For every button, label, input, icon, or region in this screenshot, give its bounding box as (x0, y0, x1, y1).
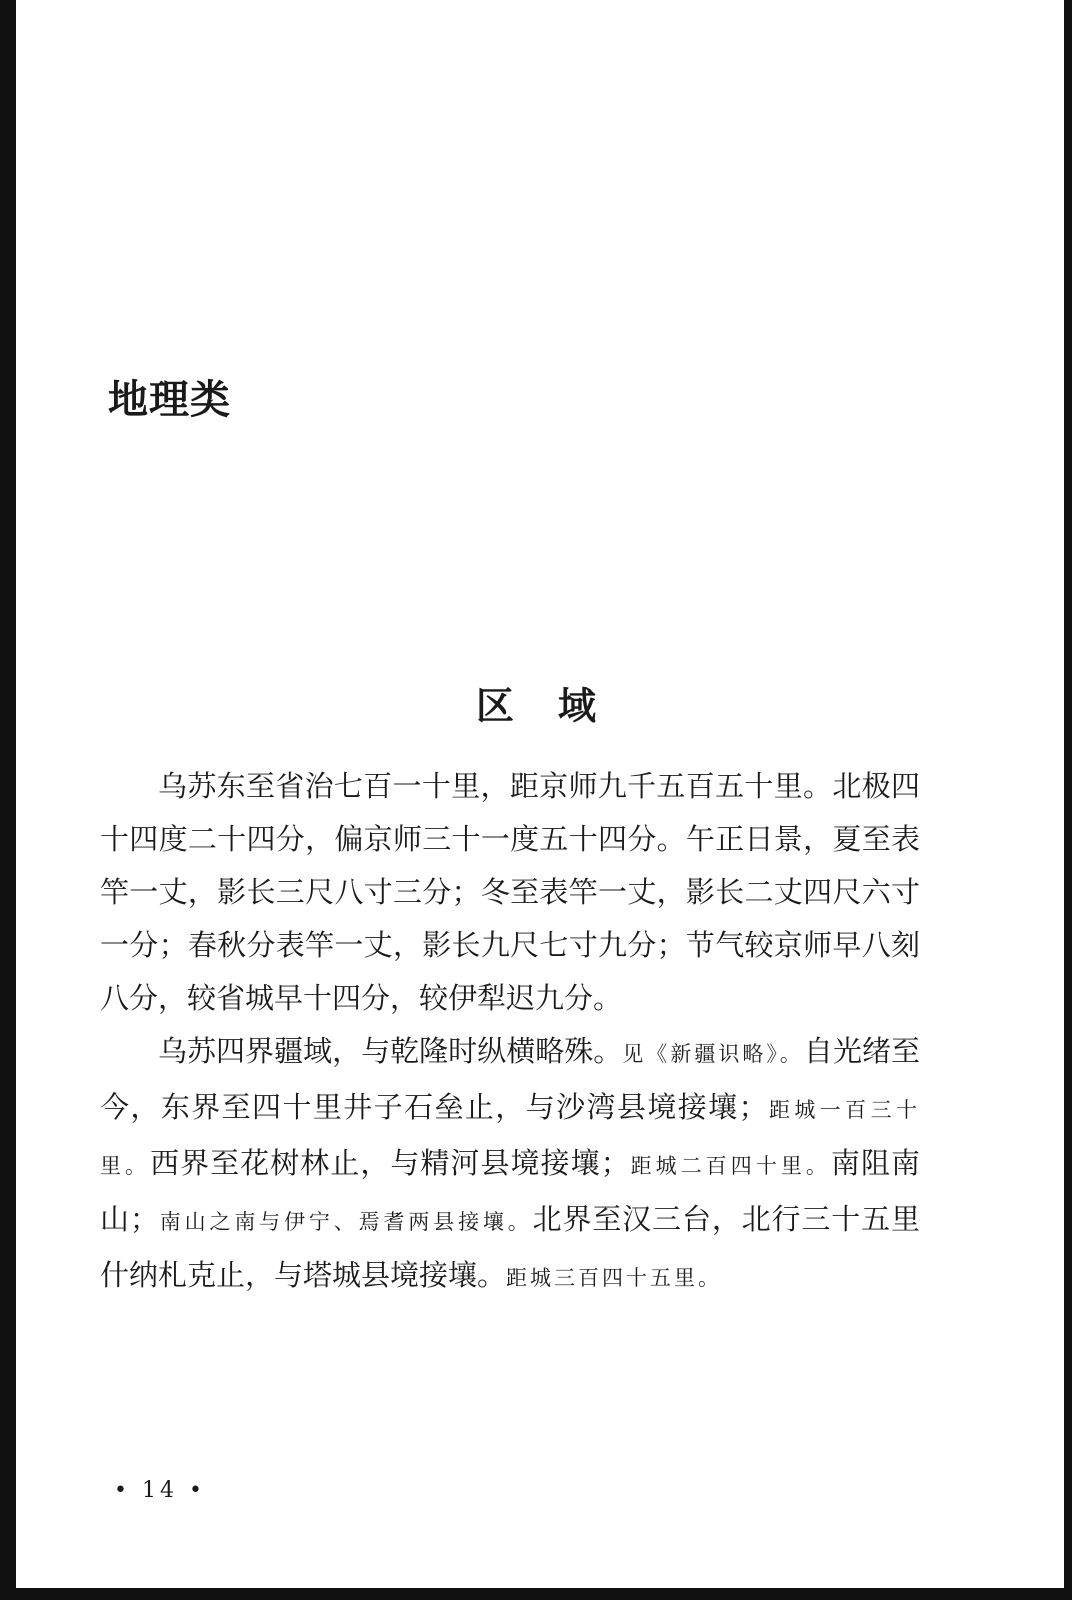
paragraph-2-segment-4: 南阻南山； (100, 1146, 920, 1236)
scan-edge-right (1064, 0, 1072, 1600)
page-number: • 14 • (114, 1478, 206, 1503)
paragraph-1 (100, 760, 920, 1025)
paragraph-2-annotation-4: 南山之南与伊宁、焉耆两县接壤。 (158, 1210, 533, 1234)
paragraph-2-segment-2: 自光绪至今，东界至四十里井子石垒止，与沙湾县境接壤； (100, 1034, 920, 1124)
article-title-char-2: 域 (558, 684, 597, 728)
paragraph-2-annotation-2: 距城一百三十里。 (100, 1098, 920, 1178)
paragraph-2-annotation-1: 见《新疆识略》。 (622, 1042, 804, 1066)
paragraph-2-segment-3: 西界至花树林止，与精河县境接壤； (150, 1146, 630, 1180)
article-body (100, 760, 920, 1305)
paragraph-2 (100, 1025, 920, 1305)
paragraph-2-annotation-5: 距城三百四十五里。 (506, 1266, 723, 1290)
scan-edge-left (0, 0, 16, 1600)
section-title: 地理类 (108, 377, 231, 423)
paragraph-2-segment-1: 乌苏四界疆域，与乾隆时纵横略殊。 (158, 1034, 623, 1068)
paragraph-1-text: 乌苏东至省治七百一十里，距京师九千五百五十里。北极四十四度二十四分，偏京师三十一度五十四分。午正日景，夏至表竿一丈，影长三尺八寸三分；冬至表竿一丈，影长二丈四尺六寸一分；春秋分表竿一丈，影长九尺七寸九分；节气较京师早八刻八分，较省城早十四分，较伊犁迟九分。 (100, 769, 920, 1015)
article-title (0, 684, 1072, 728)
scan-edge-bottom (0, 1588, 1072, 1600)
article-title-char-1: 区 (475, 684, 514, 728)
paragraph-2-segment-5: 北界至汉三台，北行三十五里什纳札克止，与塔城县境接壤。 (100, 1202, 920, 1292)
paragraph-2-annotation-3: 距城二百四十里。 (629, 1154, 831, 1178)
